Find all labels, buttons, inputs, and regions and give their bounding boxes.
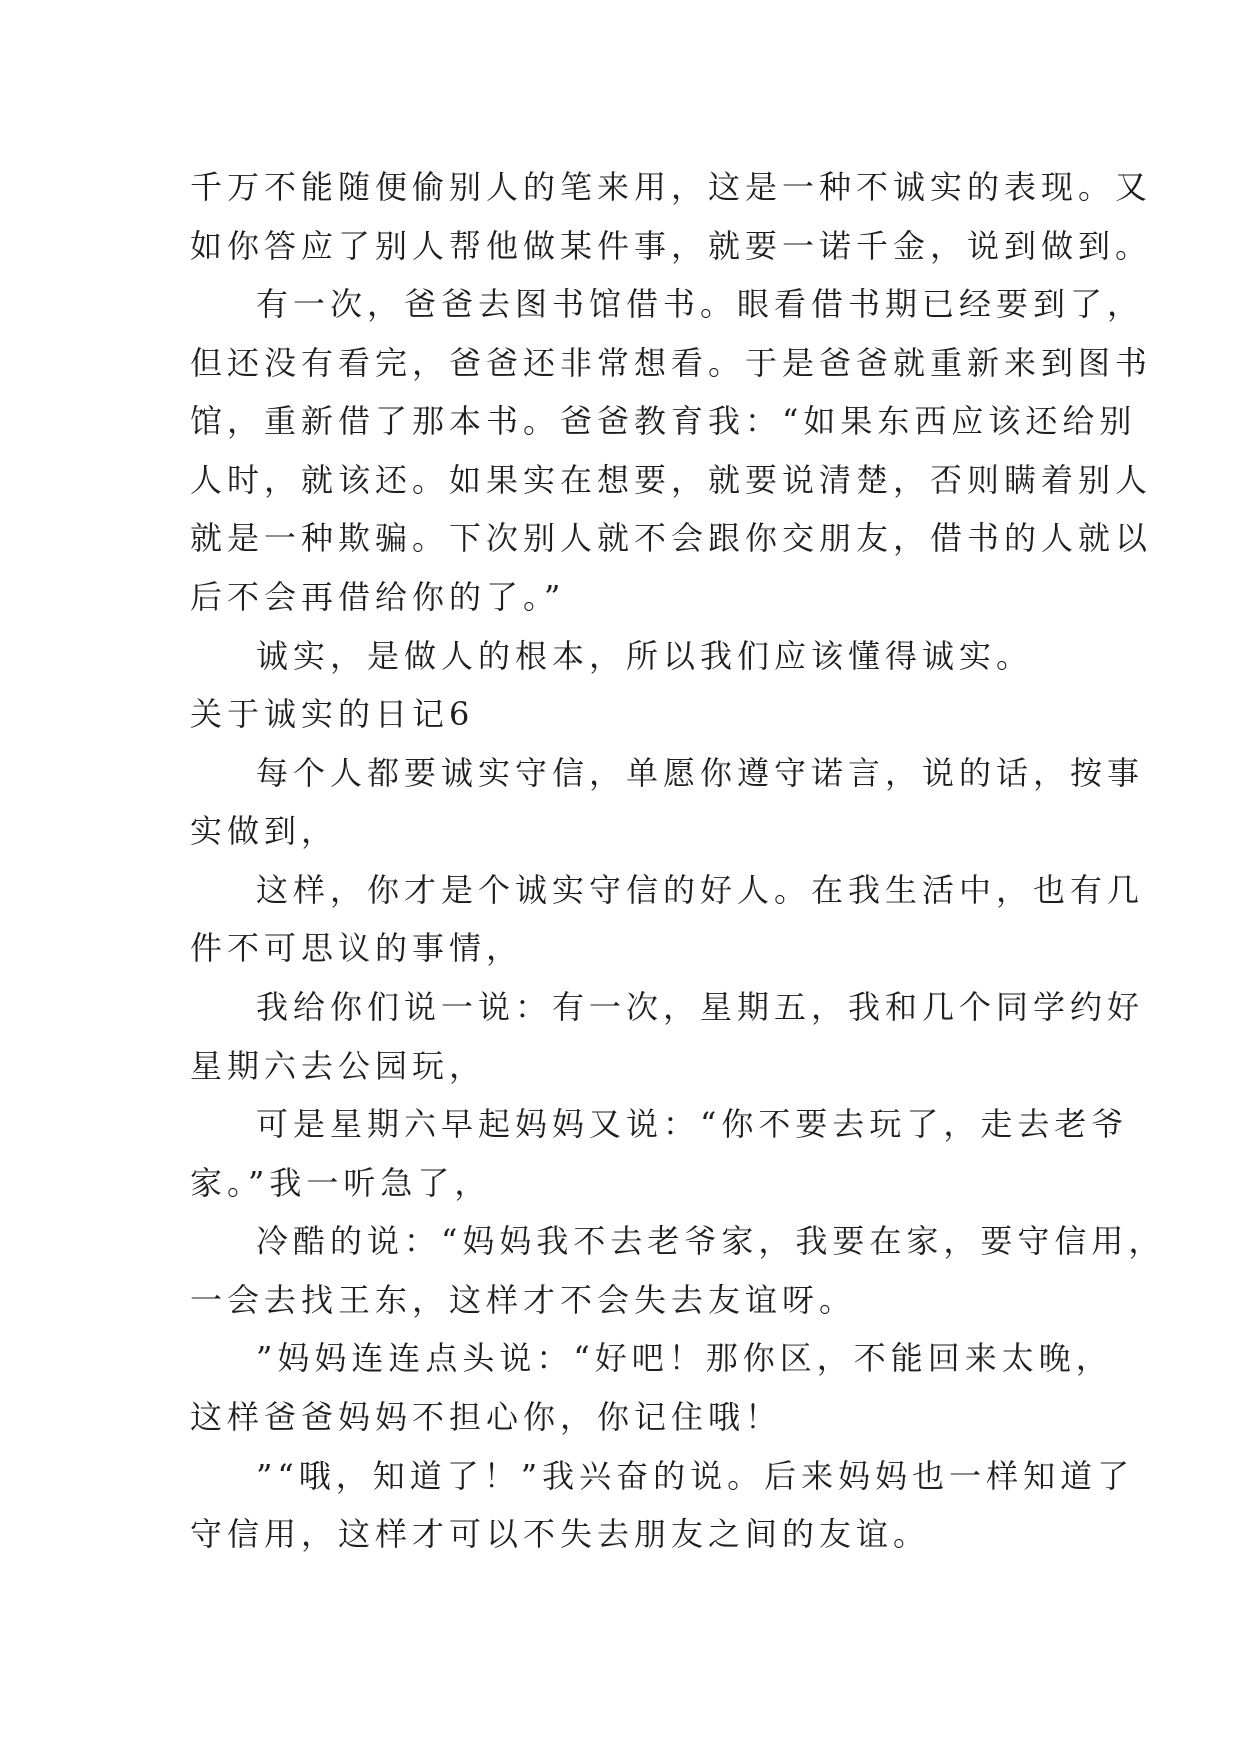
paragraph-line: 冷酷的说：“妈妈我不去老爷家，我要在家，要守信用， [256,1222,1166,1260]
paragraph-line: 就是一种欺骗。下次别人就不会跟你交朋友，借书的人就以 [190,519,1153,557]
paragraph-line: 这样，你才是个诚实守信的好人。在我生活中，也有几 [256,871,1145,909]
paragraph-line: 这样爸爸妈妈不担心你，你记住哦！ [190,1398,783,1436]
paragraph-line: 我给你们说一说：有一次，星期五，我和几个同学约好 [256,988,1145,1026]
paragraph-line: 馆，重新借了那本书。爸爸教育我：“如果东西应该还给别 [190,402,1137,440]
paragraph-line: 诚实，是做人的根本，所以我们应该懂得诚实。 [256,637,1034,675]
paragraph-line: 但还没有看完，爸爸还非常想看。于是爸爸就重新来到图书 [190,344,1153,382]
paragraph-line: 如你答应了别人帮他做某件事，就要一诺千金，说到做到。 [190,227,1153,265]
paragraph-line: 可是星期六早起妈妈又说：“你不要去玩了，走去老爷 [256,1105,1129,1143]
paragraph-line: 后不会再借给你的了。” [190,578,566,616]
paragraph-line: 实做到， [190,812,339,850]
paragraph-line: 千万不能随便偷别人的笔来用，这是一种不诚实的表现。又 [190,168,1153,206]
paragraph-line: 守信用，这样才可以不失去朋友之间的友谊。 [190,1515,931,1553]
paragraph-line: 人时，就该还。如果实在想要，就要说清楚，否则瞒着别人 [190,461,1153,499]
paragraph-line: 件不可思议的事情， [190,929,524,967]
paragraph-line: 每个人都要诚实守信，单愿你遵守诺言，说的话，按事 [256,754,1145,792]
paragraph-line: 一会去找王东，这样才不会失去友谊呀。 [190,1281,857,1319]
paragraph-line: ”“哦，知道了！”我兴奋的说。后来妈妈也一样知道了 [256,1457,1135,1495]
section-heading: 关于诚实的日记6 [190,695,475,733]
paragraph-line: 家。”我一听急了， [190,1164,492,1202]
paragraph-line: ”妈妈连连点头说：“好吧！那你区，不能回来太晚， [256,1339,1113,1377]
paragraph-line: 星期六去公园玩， [190,1047,487,1085]
paragraph-line: 有一次，爸爸去图书馆借书。眼看借书期已经要到了， [256,285,1145,323]
